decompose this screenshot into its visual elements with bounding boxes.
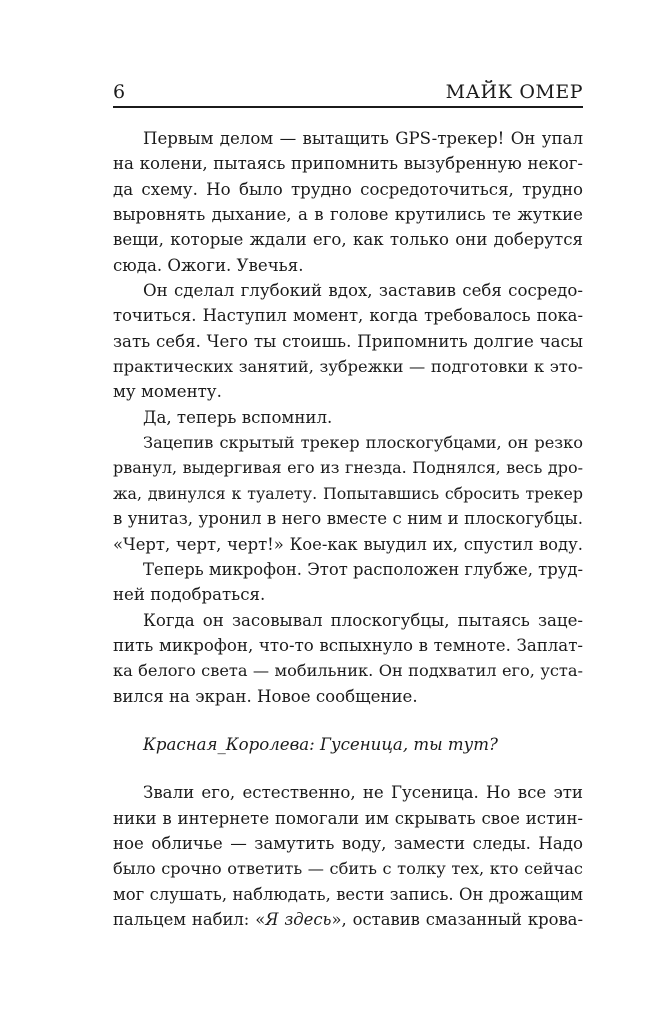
text-line: вещи, которые ждали его, как только они доберутся xyxy=(113,230,583,250)
text-line: мог слушать, наблюдать, вести запись. Он дрожащим xyxy=(113,884,583,904)
italic-fragment: Я здесь xyxy=(265,909,332,929)
body-text xyxy=(113,126,583,932)
text-line: Звали его, естественно, не Гусеница. Но все эти xyxy=(143,783,583,803)
text-line xyxy=(113,907,583,932)
text-line: ней подобраться. xyxy=(113,585,266,605)
text-line: ное обличье — замутить воду, замести следы. Надо xyxy=(113,833,583,853)
text-line: жа, двинулся к туалету. Попытавшись сбросить трекер xyxy=(113,483,583,503)
text-line: в унитаз, уронил в него вместе с ним и плоскогубцы. xyxy=(113,509,583,529)
running-head xyxy=(113,80,583,108)
chat-message: Красная_Королева: Гусеница, ты тут? xyxy=(143,734,498,754)
text-line: Да, теперь вспомнил. xyxy=(143,407,333,427)
text-line: ка белого света — мобильник. Он подхватил его, уста- xyxy=(113,661,583,681)
text-line: Он сделал глубокий вдох, заставив себя сосредо- xyxy=(143,281,583,301)
text-line: вился на экран. Новое сообщение. xyxy=(113,686,418,706)
text-line: рванул, выдергивая его из гнезда. Поднялся, весь дро- xyxy=(113,458,583,478)
text-line: было срочно ответить — сбить с толку тех, кто сейчас xyxy=(113,859,583,879)
text-line: выровнять дыхание, а в голове крутились те жуткие xyxy=(113,205,583,225)
text-line: Теперь микрофон. Этот расположен глубже, труд- xyxy=(143,559,583,579)
text-line: му моменту. xyxy=(113,382,222,402)
book-author: МАЙК ОМЕР xyxy=(445,81,583,103)
text-line: пить микрофон, что-то вспыхнуло в темноте. Заплат- xyxy=(113,635,583,655)
text-fragment: », оставив смазанный крова- xyxy=(331,909,583,929)
text-line: Когда он засовывал плоскогубцы, пытаясь заце- xyxy=(143,610,583,630)
text-line: зать себя. Чего ты стоишь. Припомнить долгие часы xyxy=(113,331,583,351)
text-line: на колени, пытаясь припомнить вызубренную неког- xyxy=(113,154,583,174)
text-fragment: пальцем набил: « xyxy=(113,909,266,929)
text-line: практических занятий, зубрежки — подготовки к это- xyxy=(113,357,583,377)
text-line: точиться. Наступил момент, когда требовалось пока- xyxy=(113,306,583,326)
text-line: сюда. Ожоги. Увечья. xyxy=(113,255,304,275)
text-line: Зацепив скрытый трекер плоскогубцами, он резко xyxy=(143,433,583,453)
text-line: ники в интернете помогали им скрывать свое истин- xyxy=(113,808,583,828)
text-line: да схему. Но было трудно сосредоточиться, трудно xyxy=(113,179,583,199)
text-line: Первым делом — вытащить GPS-трекер! Он упал xyxy=(143,129,583,148)
text-line: «Черт, черт, черт!» Кое-как выудил их, спустил воду. xyxy=(113,534,583,554)
page-number: 6 xyxy=(113,81,126,103)
